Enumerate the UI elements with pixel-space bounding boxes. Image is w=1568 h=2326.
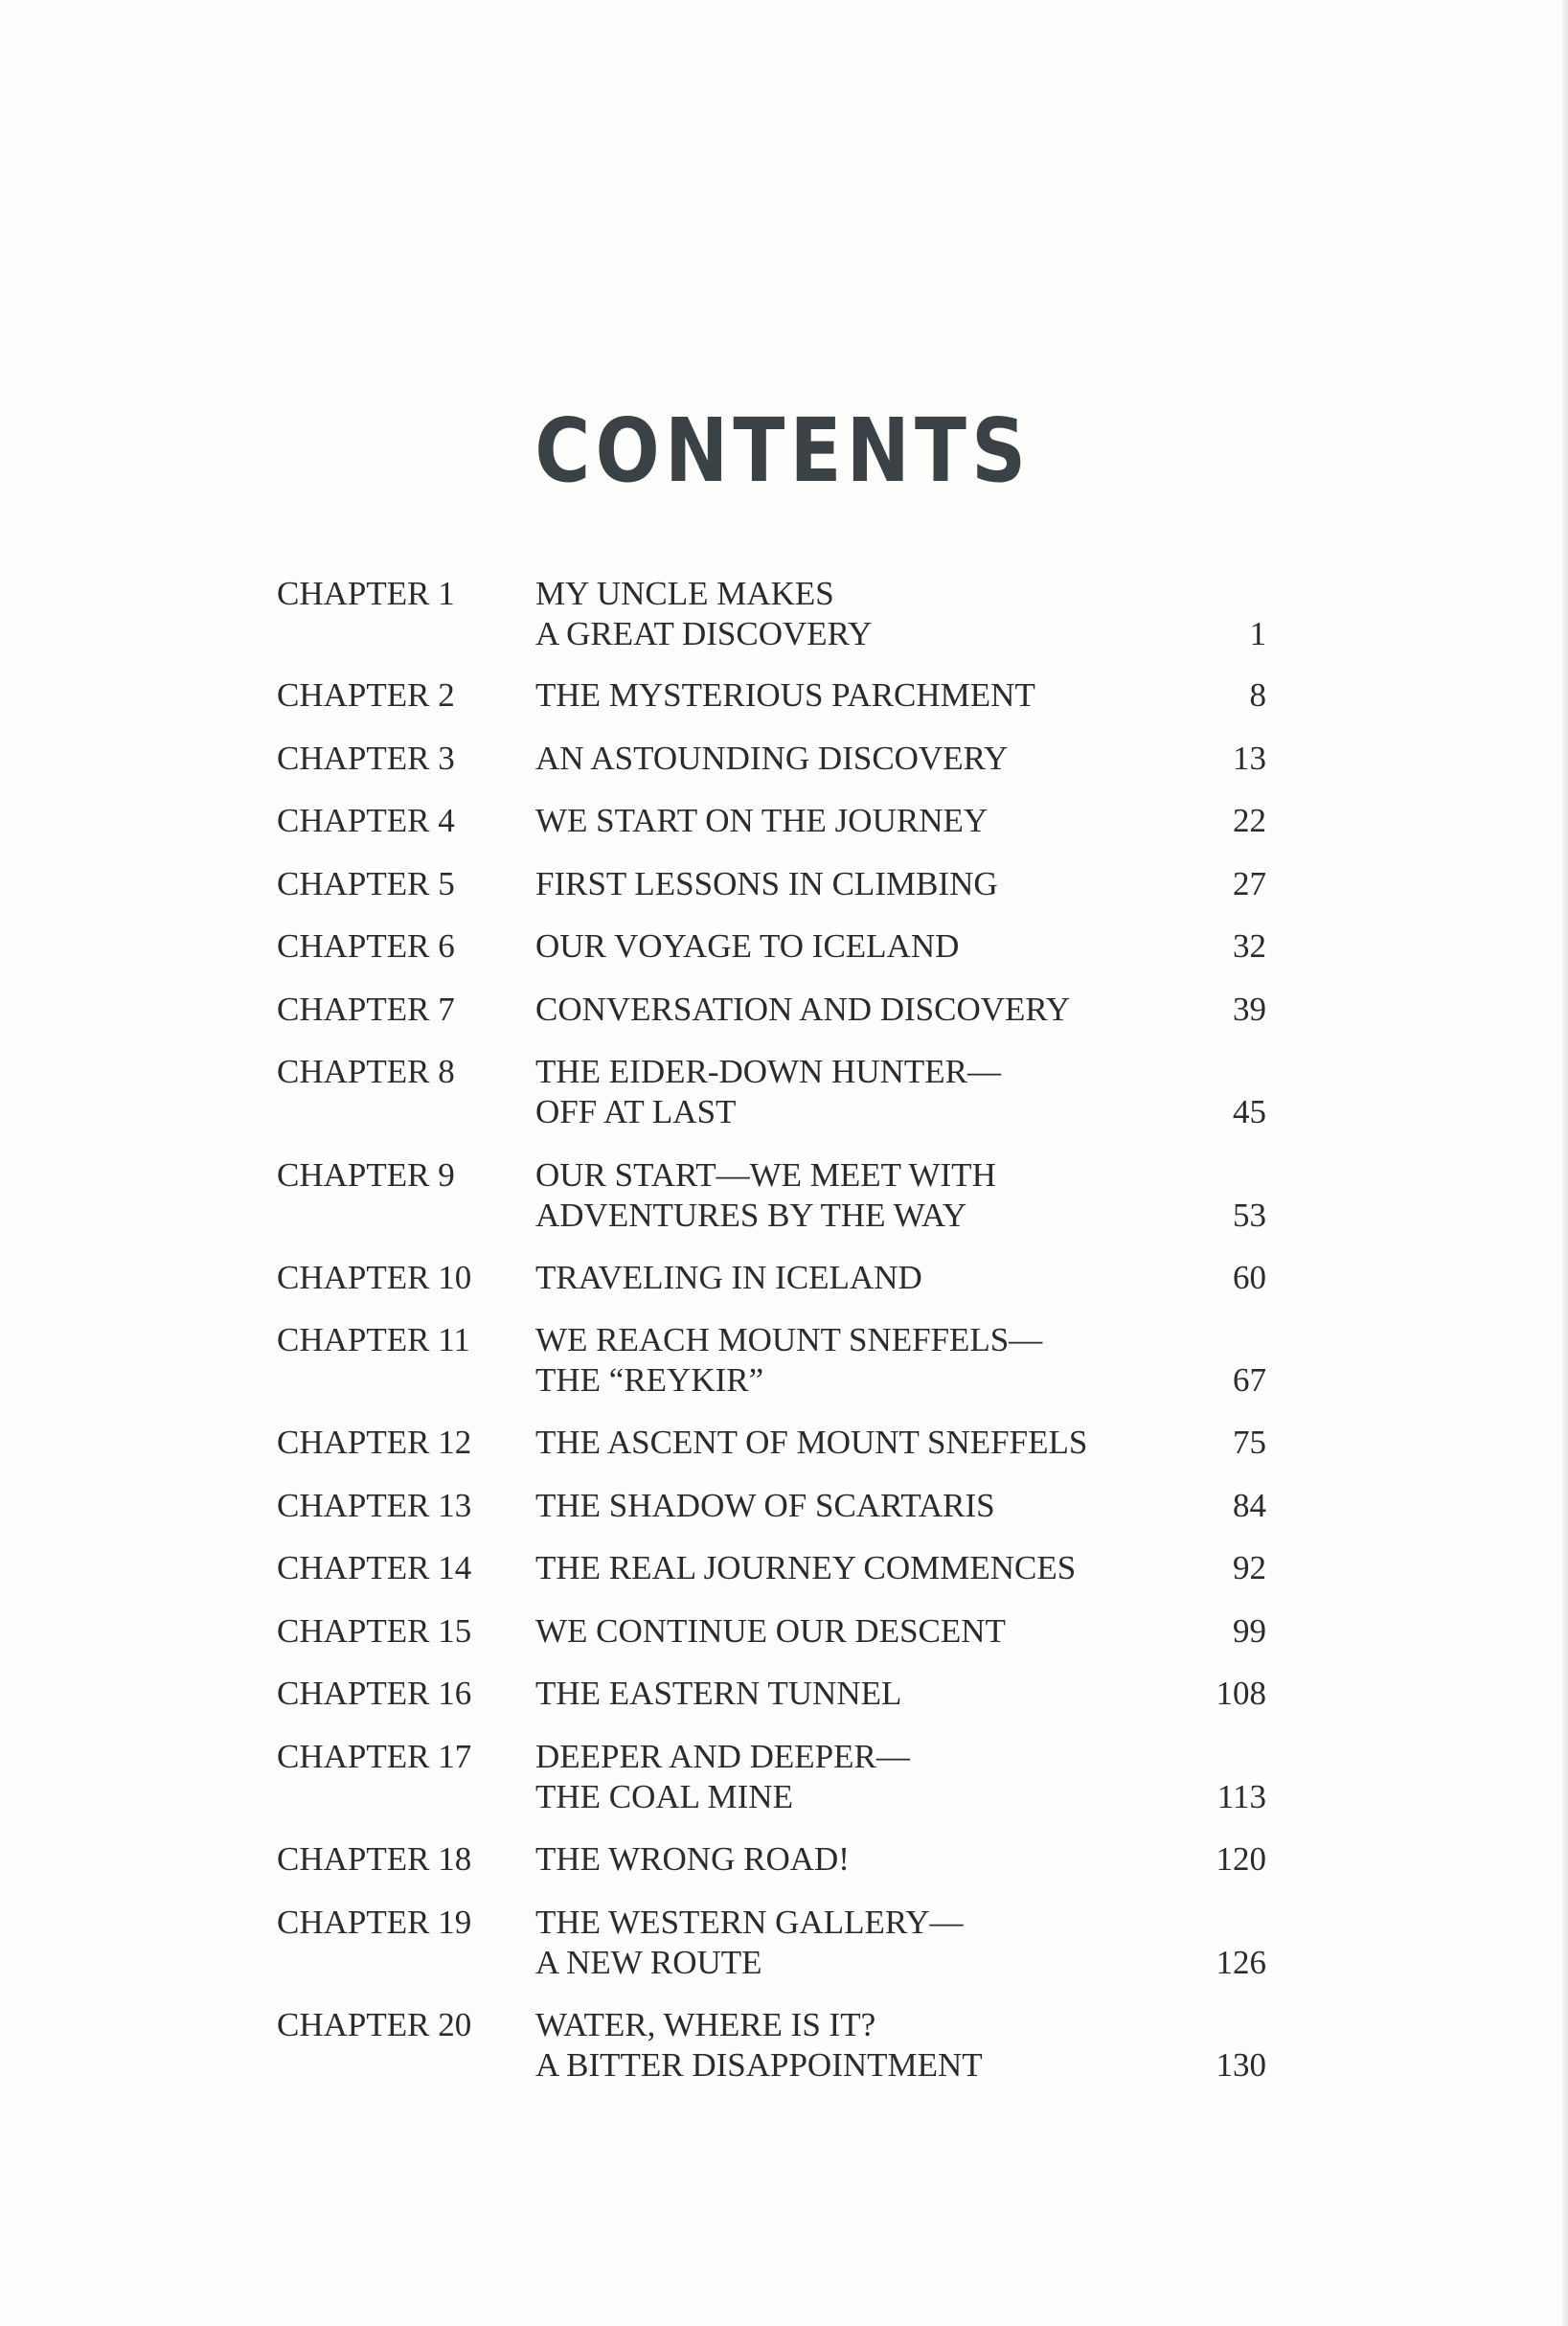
page-number: 53 [1233, 1197, 1266, 1234]
chapter-number: CHAPTER 19 [277, 1904, 472, 1941]
chapter-title-line: CONVERSATION AND DISCOVERY [535, 991, 1071, 1028]
page-number: 39 [1233, 991, 1266, 1028]
chapter-number: CHAPTER 20 [277, 2006, 472, 2043]
chapter-number: CHAPTER 11 [277, 1321, 470, 1358]
chapter-title-line: WATER, WHERE IS IT? [535, 2006, 876, 2043]
chapter-number: CHAPTER 7 [277, 991, 455, 1028]
chapter-number: CHAPTER 3 [277, 740, 455, 777]
chapter-number: CHAPTER 6 [277, 927, 455, 965]
page-number: 108 [1216, 1675, 1266, 1712]
chapter-title-line: THE REAL JOURNEY COMMENCES [535, 1549, 1077, 1586]
chapter-title-line: THE COAL MINE [535, 1778, 793, 1815]
page-number: 32 [1233, 927, 1266, 965]
chapter-title-line: THE ASCENT OF MOUNT SNEFFELS [535, 1424, 1088, 1461]
chapter-title-line: WE REACH MOUNT SNEFFELS— [535, 1321, 1043, 1358]
chapter-title-line: THE WESTERN GALLERY— [535, 1904, 964, 1941]
chapter-title-line: OUR START—WE MEET WITH [535, 1156, 996, 1194]
chapter-title-line: THE SHADOW OF SCARTARIS [535, 1487, 995, 1524]
page-number: 75 [1233, 1424, 1266, 1461]
chapter-number: CHAPTER 18 [277, 1840, 472, 1878]
chapter-number: CHAPTER 5 [277, 865, 455, 902]
page-number: 113 [1216, 1778, 1266, 1815]
chapter-title-line: THE EIDER-DOWN HUNTER— [535, 1053, 1002, 1090]
chapter-number: CHAPTER 2 [277, 676, 455, 714]
chapter-title-line: DEEPER AND DEEPER— [535, 1738, 910, 1775]
chapter-number: CHAPTER 12 [277, 1424, 472, 1461]
chapter-title-line: THE WRONG ROAD! [535, 1840, 850, 1878]
page-number: 22 [1233, 802, 1266, 839]
chapter-number: CHAPTER 14 [277, 1549, 472, 1586]
chapter-number: CHAPTER 9 [277, 1156, 455, 1194]
chapter-number: CHAPTER 16 [277, 1675, 472, 1712]
chapter-title-line: WE CONTINUE OUR DESCENT [535, 1612, 1006, 1650]
page-number: 120 [1216, 1840, 1266, 1878]
chapter-title-line: ADVENTURES BY THE WAY [535, 1197, 967, 1234]
page-number: 60 [1233, 1259, 1266, 1296]
chapter-title-line: OFF AT LAST [535, 1093, 737, 1130]
chapter-title-line: THE “REYKIR” [535, 1361, 764, 1399]
chapter-title-line: TRAVELING IN ICELAND [535, 1259, 922, 1296]
page-number: 1 [1249, 615, 1266, 652]
chapter-number: CHAPTER 17 [277, 1738, 472, 1775]
page-number: 45 [1233, 1093, 1266, 1130]
chapter-number: CHAPTER 10 [277, 1259, 472, 1296]
chapter-title-line: FIRST LESSONS IN CLIMBING [535, 865, 998, 902]
page-number: 99 [1233, 1612, 1266, 1650]
page-number: 8 [1249, 676, 1266, 714]
chapter-number: CHAPTER 4 [277, 802, 455, 839]
page-number: 67 [1233, 1361, 1266, 1399]
chapter-title-line: THE EASTERN TUNNEL [535, 1675, 902, 1712]
page-number: 126 [1216, 1944, 1266, 1981]
chapter-number: CHAPTER 8 [277, 1053, 455, 1090]
page-number: 130 [1216, 2046, 1266, 2084]
chapter-number: CHAPTER 1 [277, 575, 455, 612]
chapter-title-line: A NEW ROUTE [535, 1944, 762, 1981]
page-title: CONTENTS [534, 399, 1032, 502]
page-number: 27 [1233, 865, 1266, 902]
chapter-title-line: A GREAT DISCOVERY [535, 615, 873, 652]
page-number: 92 [1233, 1549, 1266, 1586]
chapter-title-line: WE START ON THE JOURNEY [535, 802, 989, 839]
page-number: 13 [1233, 740, 1266, 777]
chapter-title-line: MY UNCLE MAKES [535, 575, 834, 612]
chapter-number: CHAPTER 13 [277, 1487, 472, 1524]
chapter-title-line: OUR VOYAGE TO ICELAND [535, 927, 960, 965]
chapter-title-line: THE MYSTERIOUS PARCHMENT [535, 676, 1035, 714]
chapter-number: CHAPTER 15 [277, 1612, 472, 1650]
page-number: 84 [1233, 1487, 1266, 1524]
chapter-title-line: A BITTER DISAPPOINTMENT [535, 2046, 983, 2084]
chapter-title-line: AN ASTOUNDING DISCOVERY [535, 740, 1009, 777]
